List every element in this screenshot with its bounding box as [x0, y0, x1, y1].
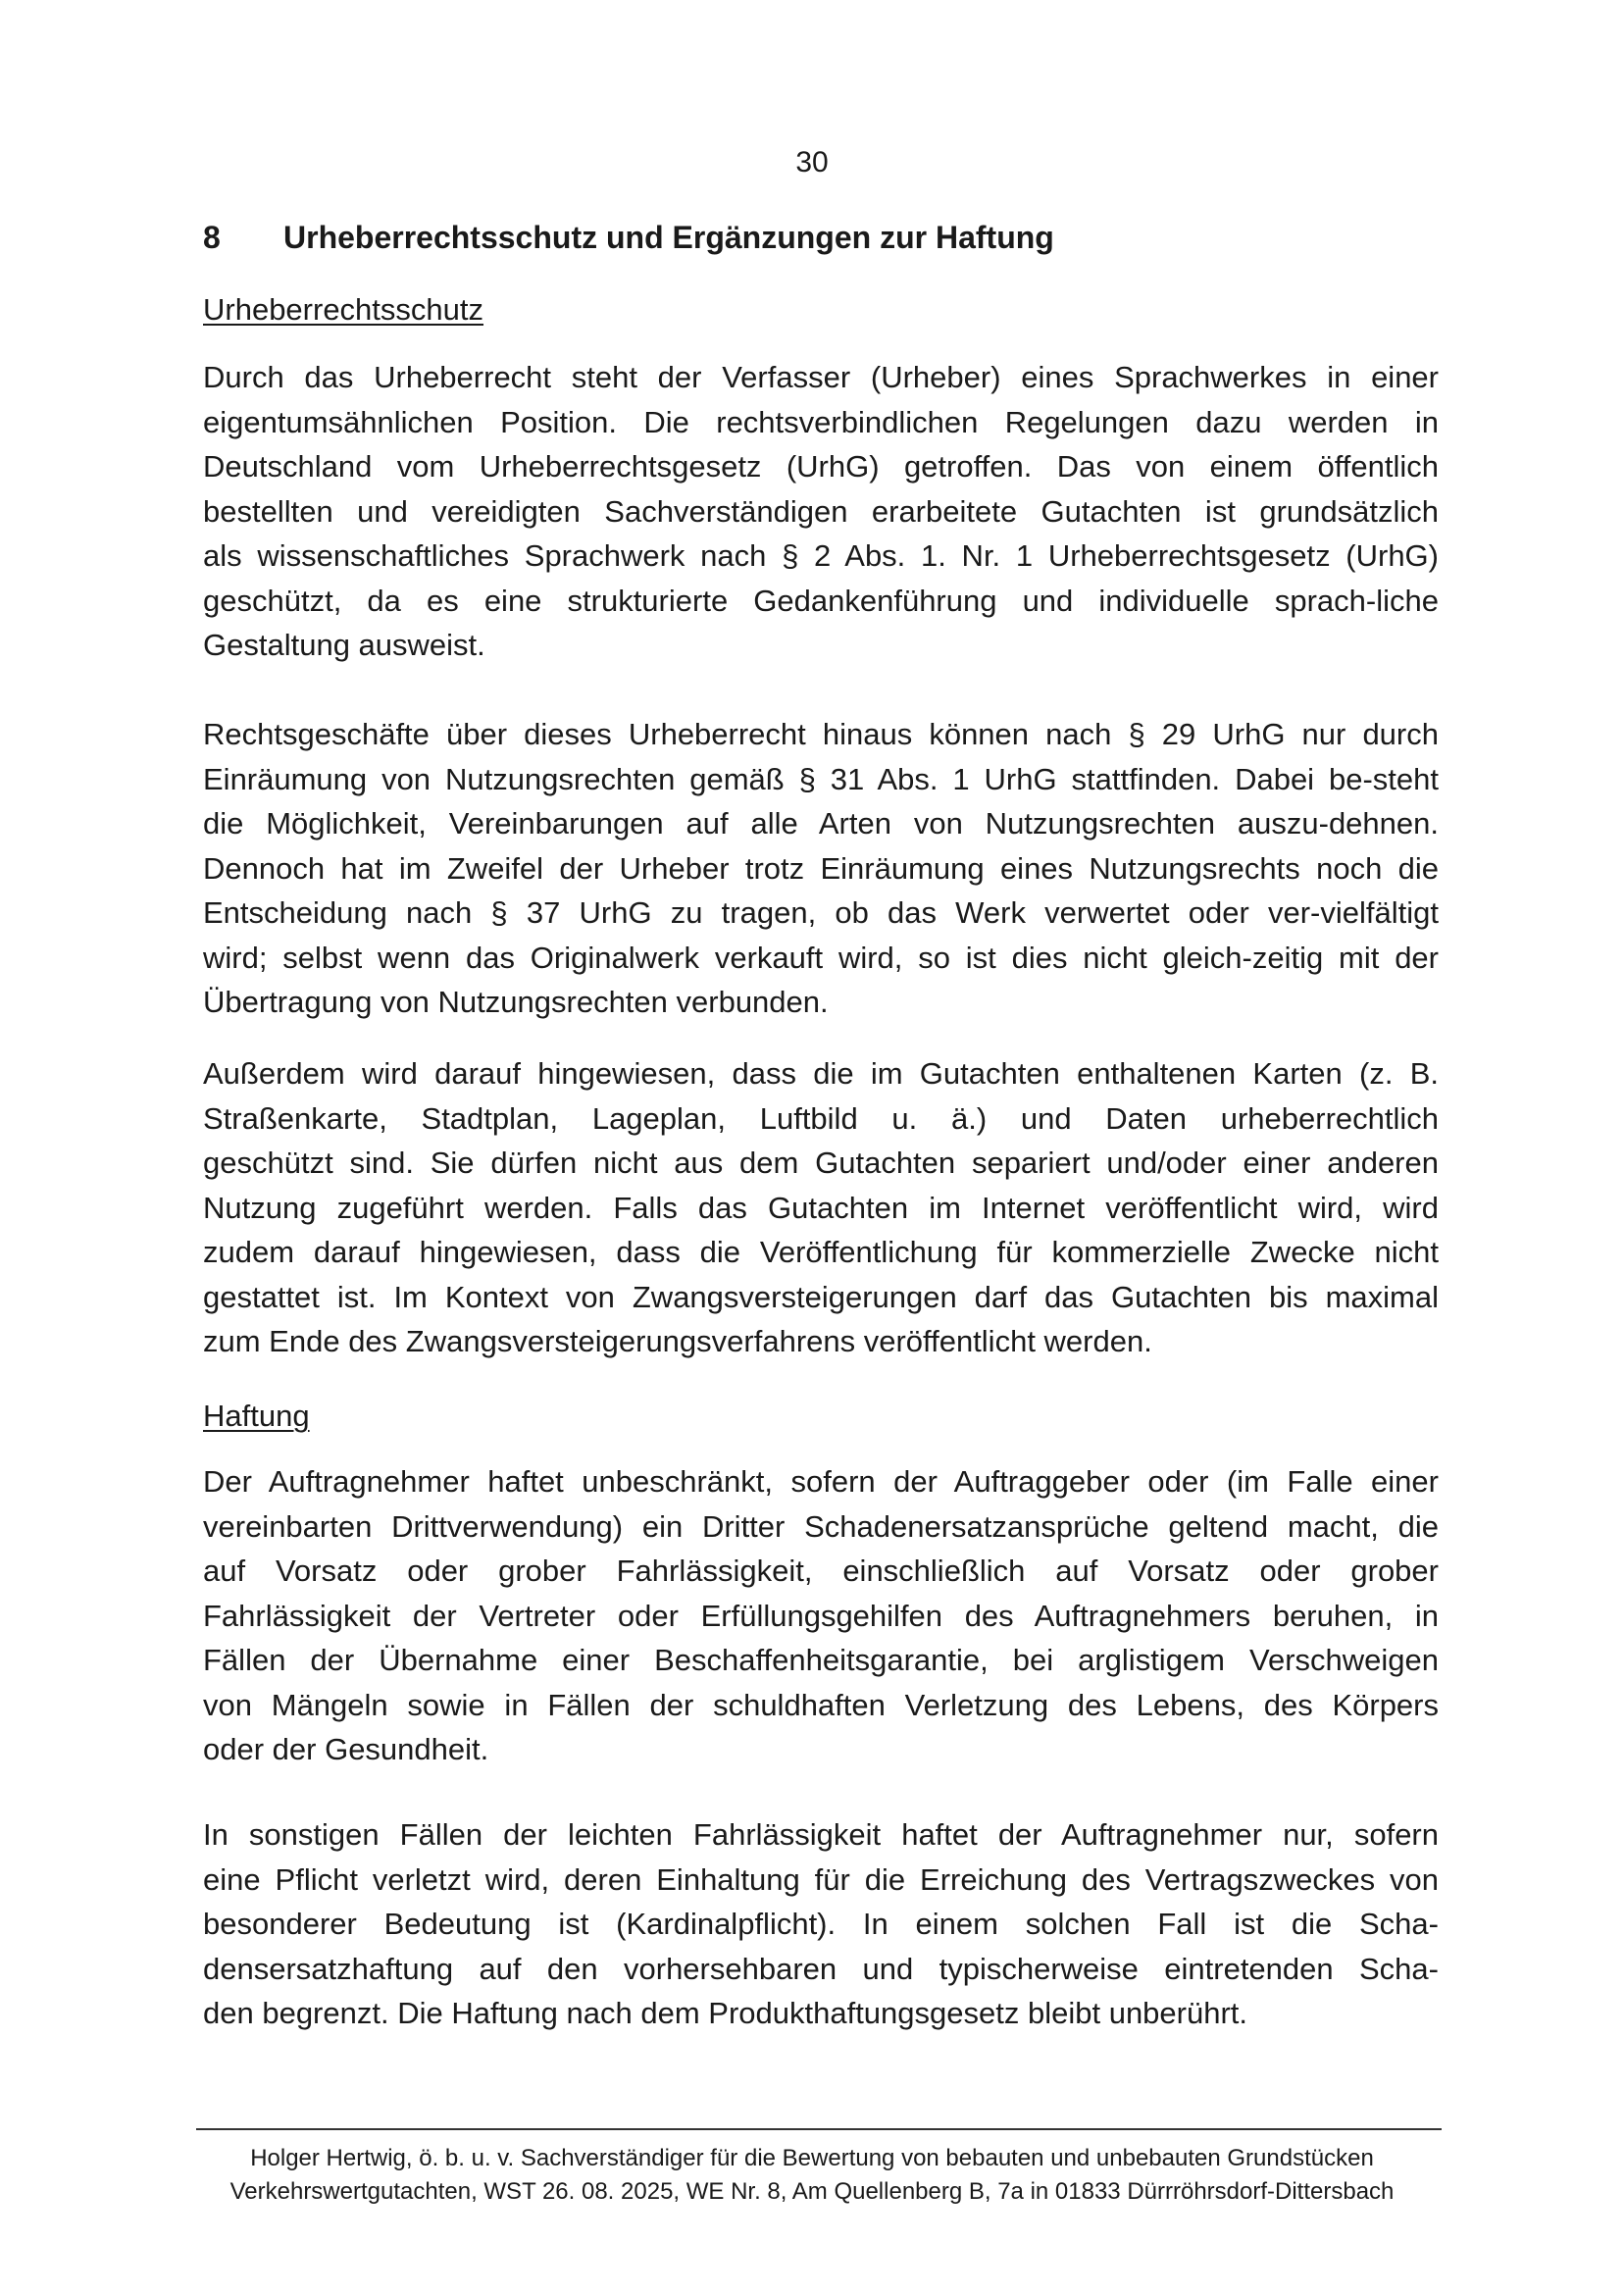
text-line: die Möglichkeit, Vereinbarungen auf alle Arten von Nutzungsrechten auszu-dehnen.: [203, 806, 1439, 841]
text-line: Einräumung von Nutzungsrechten gemäß § 31 Abs. 1 UrhG stattfinden. Dabei be-steht: [203, 761, 1439, 796]
text-line: Fahrlässigkeit der Vertreter oder Erfüllungsgehilfen des Auftragnehmers beruhen, in: [203, 1598, 1439, 1633]
text-line: auf Vorsatz oder grober Fahrlässigkeit, einschließlich auf Vorsatz oder grober: [203, 1554, 1439, 1588]
section-heading: Haftung: [203, 1399, 310, 1433]
footer-author-line: Holger Hertwig, ö. b. u. v. Sachverständiger für die Bewertung von bebauten und unbebauten Grundstücken: [250, 2145, 1374, 2171]
chapter-number: 8: [203, 220, 221, 255]
text-line: In sonstigen Fällen der leichten Fahrlässigkeit haftet der Auftragnehmer nur, sofern: [203, 1817, 1439, 1852]
text-line: geschützt, da es eine strukturierte Gedankenführung und individuelle sprach-liche: [203, 583, 1439, 618]
text-line: Rechtsgeschäfte über dieses Urheberrecht hinaus können nach § 29 UrhG nur durch: [203, 717, 1439, 751]
section-heading: Urheberrechtsschutz: [203, 292, 484, 327]
text-line: Der Auftragnehmer haftet unbeschränkt, sofern der Auftraggeber oder (im Falle einer: [203, 1464, 1439, 1499]
text-line: vereinbarten Drittverwendung) ein Dritter Schadenersatzansprüche geltend macht, die: [203, 1508, 1439, 1544]
paragraph: [203, 1459, 1439, 1772]
text-line: besonderer Bedeutung ist (Kardinalpflicht). In einem solchen Fall ist die Scha-: [203, 1907, 1439, 1941]
text-line: als wissenschaftliches Sprachwerk nach § 2 Abs. 1. Nr. 1 Urheberrechtsgesetz (UrhG): [203, 538, 1439, 573]
paragraph: [203, 355, 1439, 668]
text-line: Straßenkarte, Stadtplan, Lageplan, Luftbild u. ä.) und Daten urheberrechtlich: [203, 1100, 1439, 1136]
text-line: geschützt sind. Sie dürfen nicht aus dem Gutachten separiert und/oder einer anderen: [203, 1146, 1439, 1180]
text-line: gestattet ist. Im Kontext von Zwangsversteigerungen darf das Gutachten bis maximal: [203, 1279, 1439, 1314]
page-number: 30: [795, 146, 829, 178]
page-footer: [0, 2142, 1624, 2209]
paragraph: [203, 1812, 1439, 2036]
text-line: Gestaltung ausweist.: [203, 628, 485, 662]
text-line: von Mängeln sowie in Fällen der schuldhaften Verletzung des Lebens, des Körpers: [203, 1687, 1439, 1722]
text-line: wird; selbst wenn das Originalwerk verkauft wird, so ist dies nicht gleich-zeitig mit der: [203, 940, 1439, 975]
text-line: eine Pflicht verletzt wird, deren Einhaltung für die Erreichung des Vertragszweckes von: [203, 1861, 1439, 1897]
text-line: den begrenzt. Die Haftung nach dem Produkthaftungsgesetz bleibt unberührt.: [203, 1996, 1248, 2030]
text-line: Nutzung zugeführt werden. Falls das Gutachten im Internet veröffentlicht wird, wird: [203, 1190, 1439, 1225]
text-line: zudem darauf hingewiesen, dass die Veröffentlichung für kommerzielle Zwecke nicht: [203, 1235, 1439, 1269]
text-line: oder der Gesundheit.: [203, 1732, 489, 1766]
text-line: Außerdem wird darauf hingewiesen, dass die im Gutachten enthaltenen Karten (z. B.: [203, 1056, 1439, 1091]
text-line: Entscheidung nach § 37 UrhG zu tragen, ob das Werk verwertet oder ver-vielfältigt: [203, 895, 1439, 930]
paragraph: [203, 1051, 1439, 1364]
text-line: Dennoch hat im Zweifel der Urheber trotz Einräumung eines Nutzungsrechts noch die: [203, 850, 1439, 886]
text-line: Deutschland vom Urheberrechtsgesetz (UrhG) getroffen. Das von einem öffentlich: [203, 449, 1439, 484]
text-line: Fällen der Übernahme einer Beschaffenheitsgarantie, bei arglistigem Verschweigen: [203, 1643, 1439, 1677]
text-line: eigentumsähnlichen Position. Die rechtsverbindlichen Regelungen dazu werden in: [203, 404, 1439, 439]
section-haftung: [203, 1397, 1439, 1436]
text-line: bestellten und vereidigten Sachverständigen erarbeitete Gutachten ist grundsätzlich: [203, 493, 1439, 529]
section-urheberrechtsschutz: [203, 290, 1439, 330]
text-line: Übertragung von Nutzungsrechten verbunden.: [203, 985, 829, 1019]
text-line: Durch das Urheberrecht steht der Verfasser (Urheber) eines Sprachwerkes in einer: [203, 360, 1439, 394]
footer-divider: [196, 2128, 1442, 2130]
text-line: densersatzhaftung auf den vorhersehbaren und typischerweise eintretenden Scha-: [203, 1951, 1439, 1986]
chapter-heading: [203, 218, 1439, 257]
text-line: zum Ende des Zwangsversteigerungsverfahrens veröffentlicht werden.: [203, 1324, 1152, 1358]
chapter-title: Urheberrechtsschutz und Ergänzungen zur Haftung: [283, 220, 1054, 255]
footer-report-line: Verkehrswertgutachten, WST 26. 08. 2025, WE Nr. 8, Am Quellenberg B, 7a in 01833 Dürrröhrsdorf-Dittersbach: [229, 2178, 1395, 2205]
paragraph: [203, 712, 1439, 1025]
